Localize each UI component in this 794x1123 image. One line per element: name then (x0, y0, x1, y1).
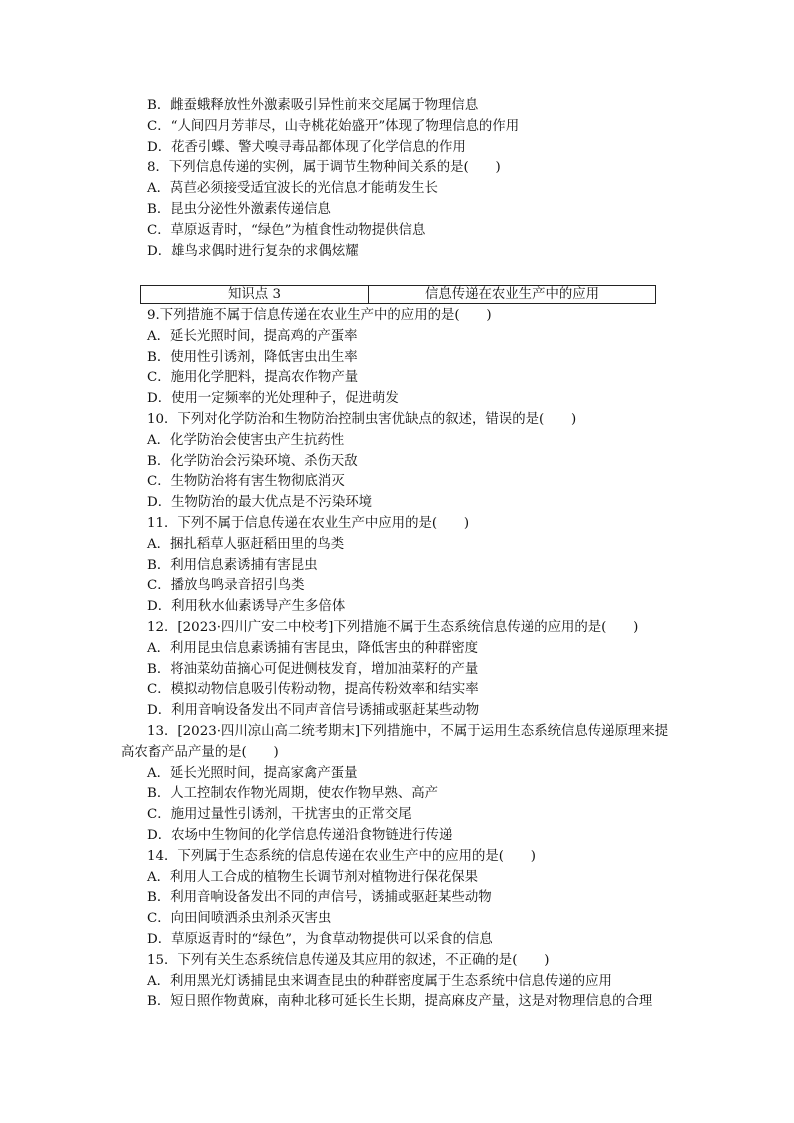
option-line: A．利用黑光灯诱捕昆虫来调查昆虫的种群密度属于生态系统中信息传递的应用 (147, 973, 612, 989)
option-line: C．模拟动物信息吸引传粉动物，提高传粉效率和结实率 (147, 682, 479, 698)
option-line: A．利用人工合成的植物生长调节剂对植物进行保花保果 (147, 869, 479, 885)
option-line: B．使用性引诱剂，降低害虫出生率 (147, 349, 358, 365)
option-line: A．化学防治会使害虫产生抗药性 (147, 432, 345, 448)
knowledge-point-label: 知识点 3 (141, 286, 369, 303)
option-line: B．人工控制农作物光周期，使农作物早熟、高产 (147, 786, 439, 802)
option-line: C．施用过量性引诱剂，干扰害虫的正常交尾 (147, 807, 412, 823)
option-line: D．草原返青时的“绿色”，为食草动物提供可以采食的信息 (147, 931, 493, 947)
option-line: D．雄鸟求偶时进行复杂的求偶炫耀 (147, 243, 359, 259)
question-stem: 14．下列属于生态系统的信息传递在农业生产中的应用的是( ) (147, 848, 537, 864)
option-line: C．生物防治将有害生物彻底消灭 (147, 474, 345, 490)
option-line: A．捆扎稻草人驱赶稻田里的鸟类 (147, 536, 345, 552)
option-line: C．向田间喷洒杀虫剂杀灭害虫 (147, 911, 332, 927)
question-stem-13: 13．[2023·四川凉山高二统考期末]下列措施中，不属于运用生态系统信息传递原理来提高农畜产品产量的是( ) (121, 723, 669, 760)
top-question-block (121, 96, 681, 262)
question-stem: 8．下列信息传递的实例，属于调节生物种间关系的是( ) (147, 160, 501, 176)
option-line: A．延长光照时间，提高家禽产蛋量 (147, 765, 358, 781)
option-line: B．短日照作物黄麻，南种北移可延长生长期，提高麻皮产量，这是对物理信息的合理 (147, 994, 653, 1010)
option-line: C．草原返青时，“绿色”为植食性动物提供信息 (147, 222, 426, 238)
question-stem: 11．下列不属于信息传递在农业生产中应用的是( ) (147, 515, 470, 531)
option-line: B．化学防治会污染环境、杀伤天敌 (147, 453, 358, 469)
option-line: D．花香引蝶、警犬嗅寻毒品都体现了化学信息的作用 (147, 139, 466, 155)
option-line: A．延长光照时间，提高鸡的产蛋率 (147, 328, 358, 344)
option-line: B．雌蚕蛾释放性外激素吸引异性前来交尾属于物理信息 (147, 98, 479, 113)
option-line: A．莴苣必须接受适宜波长的光信息才能萌发生长 (147, 181, 438, 197)
option-line: D．利用秋水仙素诱导产生多倍体 (147, 599, 346, 615)
option-line: C．播放鸟鸣录音招引鸟类 (147, 578, 305, 594)
question-stem: 12．[2023·四川广安二中校考]下列措施不属于生态系统信息传递的应用的是( ) (147, 619, 639, 635)
option-line: D．生物防治的最大优点是不污染环境 (147, 495, 372, 511)
question-stem: 15．下列有关生态系统信息传递及其应用的叙述，不正确的是( ) (147, 952, 550, 968)
question-stem: 9.下列措施不属于信息传递在农业生产中的应用的是( ) (147, 308, 492, 323)
knowledge-point-table (140, 285, 656, 304)
option-line: C．“人间四月芳菲尽，山寺桃花始盛开”体现了物理信息的作用 (147, 118, 520, 134)
option-line: B．利用音响设备发出不同的声信号，诱捕或驱赶某些动物 (147, 890, 492, 906)
main-question-block (121, 306, 681, 1013)
option-line: A．利用昆虫信息素诱捕有害昆虫，降低害虫的种群密度 (147, 640, 479, 656)
question-stem: 10．下列对化学防治和生物防治控制虫害优缺点的叙述，错误的是( ) (147, 411, 577, 427)
option-line: B．将油菜幼苗摘心可促进侧枝发育，增加油菜籽的产量 (147, 661, 479, 677)
knowledge-point-title: 信息传递在农业生产中的应用 (424, 287, 600, 302)
option-line: B．昆虫分泌性外激素传递信息 (147, 201, 331, 217)
option-line: B．利用信息素诱捕有害昆虫 (147, 557, 318, 573)
option-line: D．使用一定频率的光处理种子，促进萌发 (147, 391, 399, 407)
option-line: D．农场中生物间的化学信息传递沿食物链进行传递 (147, 827, 453, 843)
option-line: D．利用音响设备发出不同声音信号诱捕或驱赶某些动物 (147, 703, 480, 719)
option-line: C．施用化学肥料，提高农作物产量 (147, 370, 359, 386)
